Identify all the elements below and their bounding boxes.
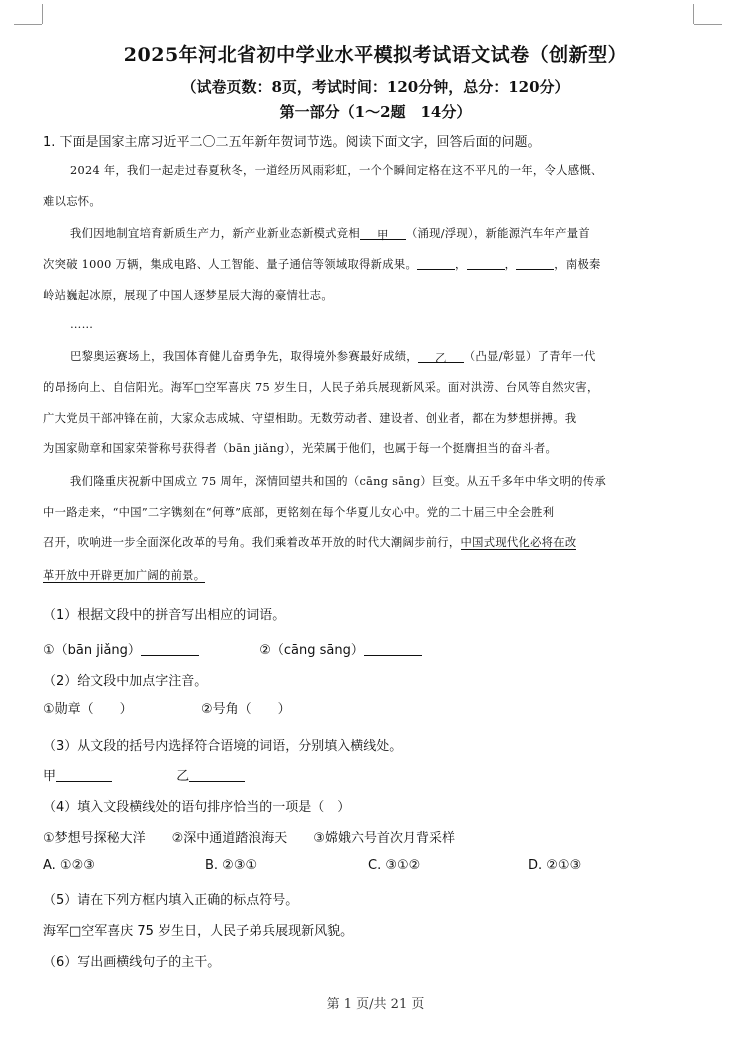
crop-mark	[14, 24, 42, 25]
passage-line: 广大党员干部冲锋在前，大家众志成城、守望相助。无数劳动者、建设者、创业者，都在为梦想拼搏。我	[43, 412, 577, 425]
answer-blank[interactable]	[141, 643, 199, 656]
ellipsis: ……	[70, 318, 94, 331]
question-1-5: （5）请在下列方框内填入正确的标点符号。	[43, 893, 299, 908]
question-items: ①梦想号探秘大洋 ②深中通道踏浪海天 ③嫦娥六号首次月背采样	[43, 831, 455, 846]
answer-line: 甲 乙	[43, 765, 245, 784]
page-title: 2025年河北省初中学业水平模拟考试语文试卷（创新型）	[123, 44, 628, 66]
answer-options	[43, 858, 581, 873]
crop-mark	[693, 4, 694, 24]
passage-line: 我们隆重庆祝新中国成立 75 周年，深情回望共和国的（cāng sāng）巨变。从五千多年中华文明的传承	[70, 475, 606, 488]
option-d[interactable]: D. ②①③	[528, 858, 582, 873]
blank-yi: 乙	[418, 350, 464, 363]
passage-line: 的昂扬向上、自信阳光。海军□空军喜庆 75 岁生日，人民子弟兵展现新风采。面对洪涝、台风等自然灾害，	[43, 381, 599, 394]
option-b[interactable]: B. ②③①	[205, 858, 258, 873]
passage-line	[43, 567, 205, 583]
passage-line: 2024 年，我们一起走过春夏秋冬，一道经历风雨彩虹，一个个瞬间定格在这不平凡的一年，令人感慨、	[70, 164, 603, 177]
passage-line: 召开，吹响进一步全面深化改革的号角。我们乘着改革开放的时代大潮阔步前行，中国式现代化必将在改	[43, 536, 577, 549]
question-intro: 1. 下面是国家主席习近平二〇二五年新年贺词节选。阅读下面文字，回答后面的问题。	[43, 135, 541, 150]
underlined-sentence: 革开放中开辟更加广阔的前景。	[43, 569, 206, 582]
blank-line	[467, 257, 505, 270]
crop-mark	[694, 24, 722, 25]
question-1-6: （6）写出画横线句子的主干。	[43, 955, 221, 970]
answer-line: ①勋章（ ） ②号角（ ）	[43, 702, 291, 717]
passage-line: 我们因地制宜培育新质生产力，新产业新业态新模式竞相 甲 （涌现/浮现），新能源汽车年产量首	[70, 227, 590, 242]
answer-blank[interactable]	[56, 769, 112, 782]
passage-line: 难以忘怀。	[43, 195, 101, 208]
question-1-3: （3）从文段的括号内选择符合语境的词语，分别填入横线处。	[43, 739, 403, 754]
answer-blank[interactable]	[189, 769, 245, 782]
passage-line: 岭站巍起冰原，展现了中国人逐梦星辰大海的豪情壮志。	[43, 289, 333, 302]
blank-line	[516, 257, 554, 270]
question-1-4: （4）填入文段横线处的语句排序恰当的一项是（ ）	[43, 800, 351, 815]
passage-line: 为国家勋章和国家荣誉称号获得者（bān jiǎng），光荣属于他们，也属于每一个挺膺担当的奋斗者。	[43, 442, 558, 455]
question-1-1: （1）根据文段中的拼音写出相应的词语。	[43, 608, 286, 623]
passage-line: 次突破 1000 万辆，集成电路、人工智能、量子通信等领域取得新成果。 ， ， ，南极秦	[43, 258, 601, 271]
passage-line: 中一路走来，“中国”二字镌刻在“何尊”底部，更铭刻在每个华夏儿女心中。党的二十届三中全会胜利	[43, 506, 555, 519]
blank-line	[417, 257, 455, 270]
exam-info: （试卷页数：8页，考试时间：120分钟，总分：120分）	[181, 78, 570, 96]
question-1-2: （2）给文段中加点字注音。	[43, 674, 208, 689]
passage-line: 巴黎奥运赛场上，我国体育健儿奋勇争先，取得境外参赛最好成绩， 乙 （凸显/彰显）了青年一代	[70, 350, 596, 365]
crop-mark	[42, 4, 43, 24]
answer-line: ①（bān jiǎng） ②（cāng sāng）	[43, 639, 422, 658]
section-heading: 第一部分（1～2题 14分）	[279, 103, 472, 121]
answer-blank[interactable]	[364, 643, 422, 656]
blank-jia: 甲	[360, 227, 406, 240]
option-a[interactable]: A. ①②③	[43, 858, 95, 873]
option-c[interactable]: C. ③①②	[368, 858, 421, 873]
underlined-sentence: 中国式现代化必将在改	[460, 536, 577, 549]
page-footer: 第 1 页/共 21 页	[326, 997, 425, 1012]
question-1-5-text: 海军□空军喜庆 75 岁生日，人民子弟兵展现新风貌。	[43, 924, 354, 939]
